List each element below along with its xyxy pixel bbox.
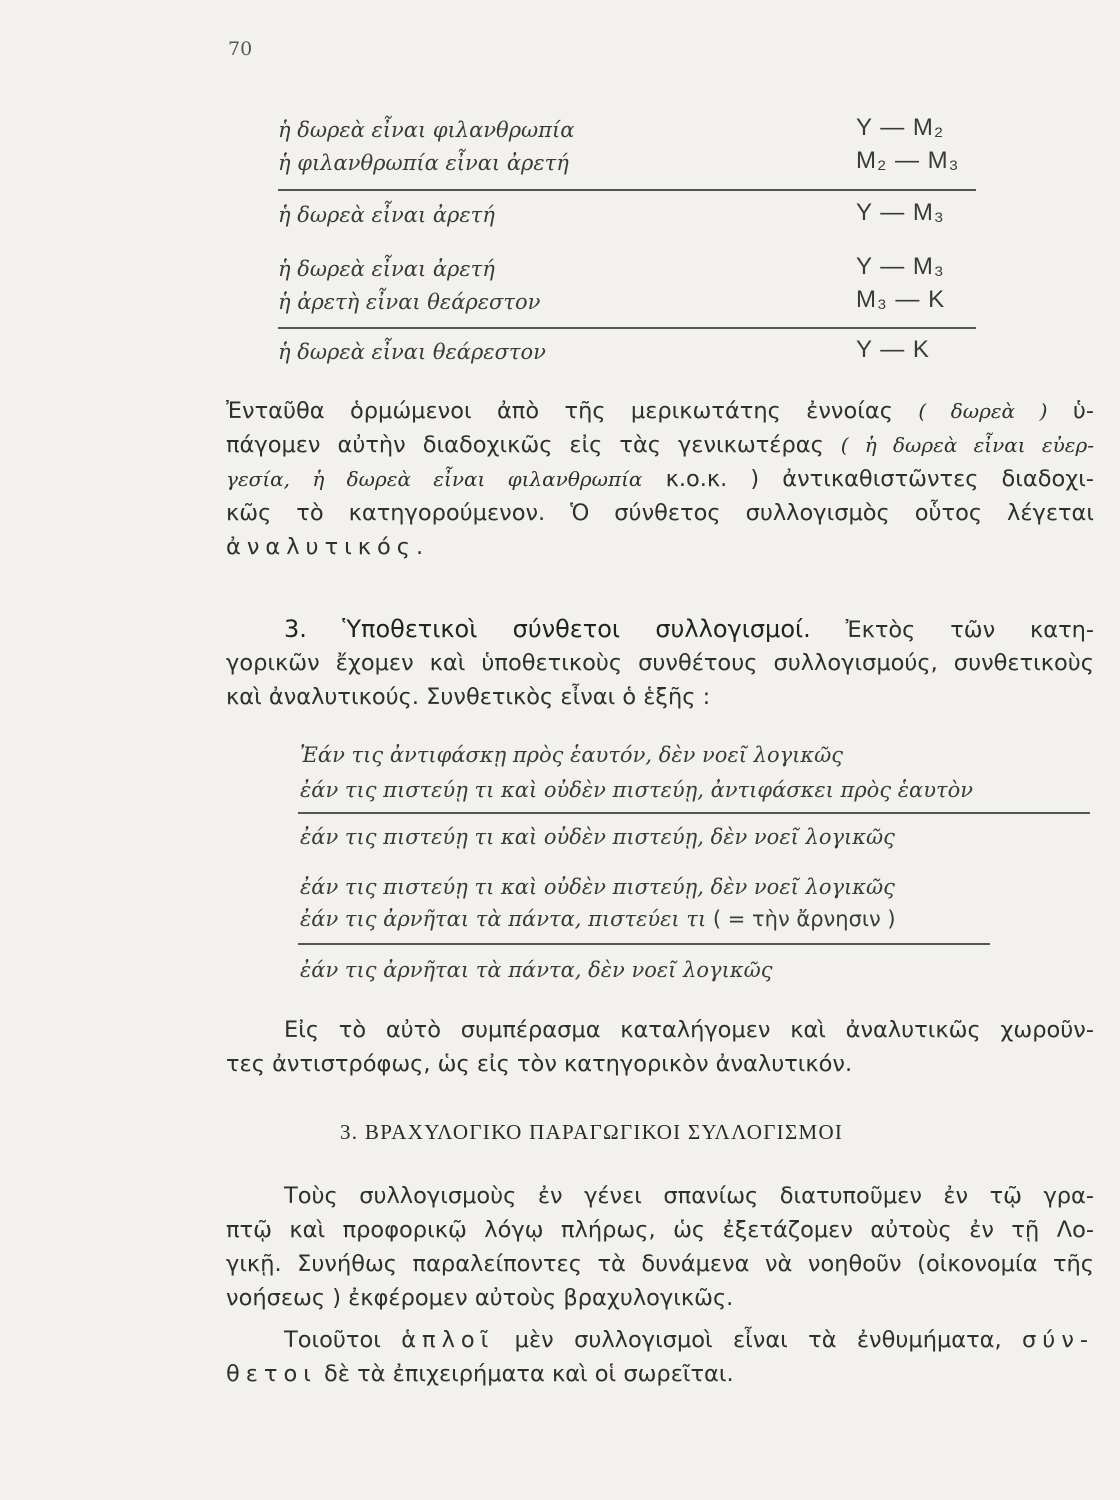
paragraph-line: γικῇ. Συνήθως παραλείποντες τὰ δυνάμενα νὰ νοηθοῦν (οἰκονομία τῆς	[226, 1251, 1094, 1277]
syllogism2-premise2: ἡ ἀρετὴ εἶναι θεάρεστον	[278, 290, 541, 314]
paragraph-line: γεσία, ἡ δωρεὰ εἶναι φιλανθρωπία κ.ο.κ. ) ἀντικαθιστῶντες διαδοχι-	[226, 466, 1095, 492]
paragraph-line: πάγομεν αὐτὴν διαδοχικῶς εἰς τὰς γενικωτέρας ( ἡ δωρεὰ εἶναι εὐερ-	[226, 432, 1094, 458]
syllogism2-premise1: ἡ δωρεὰ εἶναι ἀρετή	[278, 257, 495, 281]
paragraph-enthymemes	[284, 1323, 1094, 1357]
paragraph-line: Τοὺς συλλογισμοὺς ἐν γένει σπανίως διατυποῦμεν ἐν τῷ γρα-	[284, 1183, 1094, 1209]
page-number: 70	[228, 38, 253, 60]
paragraph-hypothetical-cont	[226, 646, 1094, 714]
paragraph-line: πτῷ καὶ προφορικῷ λόγῳ πλήρως, ὡς ἐξετάζομεν αὐτοὺς ἐν τῇ Λο-	[226, 1217, 1094, 1243]
hyp2-divider	[298, 943, 990, 945]
paragraph-enthymemes-cont	[226, 1357, 1094, 1391]
paragraph-line: γορικῶν ἔχομεν καὶ ὑποθετικοὺς συνθέτους συλλογισμούς, συνθετικοὺς	[226, 650, 1094, 676]
paragraph-hypothetical	[284, 612, 1094, 647]
paragraph-line: 3. Ὑποθετικοὶ σύνθετοι συλλογισμοί. Ἐκτὸς τῶν κατη-	[284, 615, 1094, 643]
paragraph-line: κῶς τὸ κατηγορούμενον. Ὁ σύνθετος συλλογισμὸς οὗτος λέγεται	[226, 500, 1094, 526]
syllogism2-premise1-formula: Υ — Μ₃	[856, 253, 945, 280]
paragraph-line: Ἐνταῦθα ὁρμώμενοι ἀπὸ τῆς μερικωτάτης ἐννοίας ( δωρεὰ ) ὑ-	[226, 398, 1095, 424]
syllogism1-premise1: ἡ δωρεὰ εἶναι φιλανθρωπία	[278, 118, 575, 142]
hyp1-premise1: Ἐάν τις ἀντιφάσκῃ πρὸς ἑαυτόν, δὲν νοεῖ λογικῶς	[300, 743, 844, 767]
syllogism1-divider	[278, 189, 976, 191]
paragraph-brachylogic	[284, 1179, 1094, 1213]
syllogism2-premise2-formula: Μ₃ — Κ	[856, 286, 946, 313]
syllogism2-divider	[278, 327, 976, 329]
syllogism1-conclusion-formula: Υ — Μ₃	[856, 199, 945, 226]
syllogism1-premise2-formula: Μ₂ — Μ₃	[856, 147, 960, 174]
hyp2-conclusion: ἐάν τις ἀρνῆται τὰ πάντα, δὲν νοεῖ λογικῶς	[300, 958, 773, 982]
paragraph-line: νοήσεως ) ἐκφέρομεν αὐτοὺς βραχυλογικῶς.	[226, 1285, 734, 1311]
paragraph-analytic	[226, 394, 1094, 564]
paragraph-line: Τοιοῦτοι ἁπλοῖ μὲν συλλογισμοὶ εἶναι τὰ ἐνθυμήματα, σύν-	[284, 1327, 1095, 1353]
term-simple: ἁπλοῖ	[401, 1327, 495, 1353]
syllogism2-conclusion-formula: Υ — Κ	[856, 336, 930, 363]
paragraph-line: τες ἀντιστρόφως, ὡς εἰς τὸν κατηγορικὸν ἀναλυτικόν.	[226, 1051, 853, 1077]
term-analytic: ἀναλυτικός.	[226, 534, 430, 560]
syllogism1-premise1-formula: Υ — Μ₂	[856, 114, 945, 141]
section-title: 3. Ὑποθετικοὶ σύνθετοι συλλογισμοί.	[284, 615, 811, 643]
hyp1-premise2: ἐάν τις πιστεύῃ τι καὶ οὐδὲν πιστεύῃ, ἀντιφάσκει πρὸς ἑαυτὸν	[300, 778, 974, 802]
syllogism1-conclusion: ἡ δωρεὰ εἶναι ἀρετή	[278, 203, 495, 227]
hyp1-conclusion: ἐάν τις πιστεύῃ τι καὶ οὐδὲν πιστεύῃ, δὲν νοεῖ λογικῶς	[300, 825, 895, 849]
term-compound: σύν-	[1022, 1327, 1095, 1353]
syllogism2-conclusion: ἡ δωρεὰ εἶναι θεάρεστον	[278, 340, 546, 364]
hyp2-premise1: ἐάν τις πιστεύῃ τι καὶ οὐδὲν πιστεύῃ, δὲν νοεῖ λογικῶς	[300, 875, 895, 899]
hyp1-divider	[298, 812, 1090, 814]
paragraph-line: θετοι δὲ τὰ ἐπιχειρήματα καὶ οἱ σωρεῖται.	[226, 1361, 734, 1387]
hyp2-premise2: ἐάν τις ἀρνῆται τὰ πάντα, πιστεύει τι ( = τὴν ἄρνησιν )	[300, 907, 896, 931]
paragraph-line: καὶ ἀναλυτικούς. Συνθετικὸς εἶναι ὁ ἑξῆς :	[226, 684, 711, 710]
paragraph-brachylogic-cont	[226, 1213, 1094, 1315]
syllogism1-premise2: ἡ φιλανθρωπία εἶναι ἀρετή	[278, 151, 569, 175]
section-heading: 3. ΒΡΑΧΥΛΟΓΙΚΟ ΠΑΡΑΓΩΓΙΚΟΙ ΣΥΛΛΟΓΙΣΜΟΙ	[340, 1120, 844, 1144]
paragraph-conclusion	[284, 1013, 1094, 1047]
paragraph-line: Εἰς τὸ αὐτὸ συμπέρασμα καταλήγομεν καὶ ἀναλυτικῶς χωροῦν-	[284, 1017, 1094, 1043]
paragraph-conclusion-cont	[226, 1047, 1094, 1081]
